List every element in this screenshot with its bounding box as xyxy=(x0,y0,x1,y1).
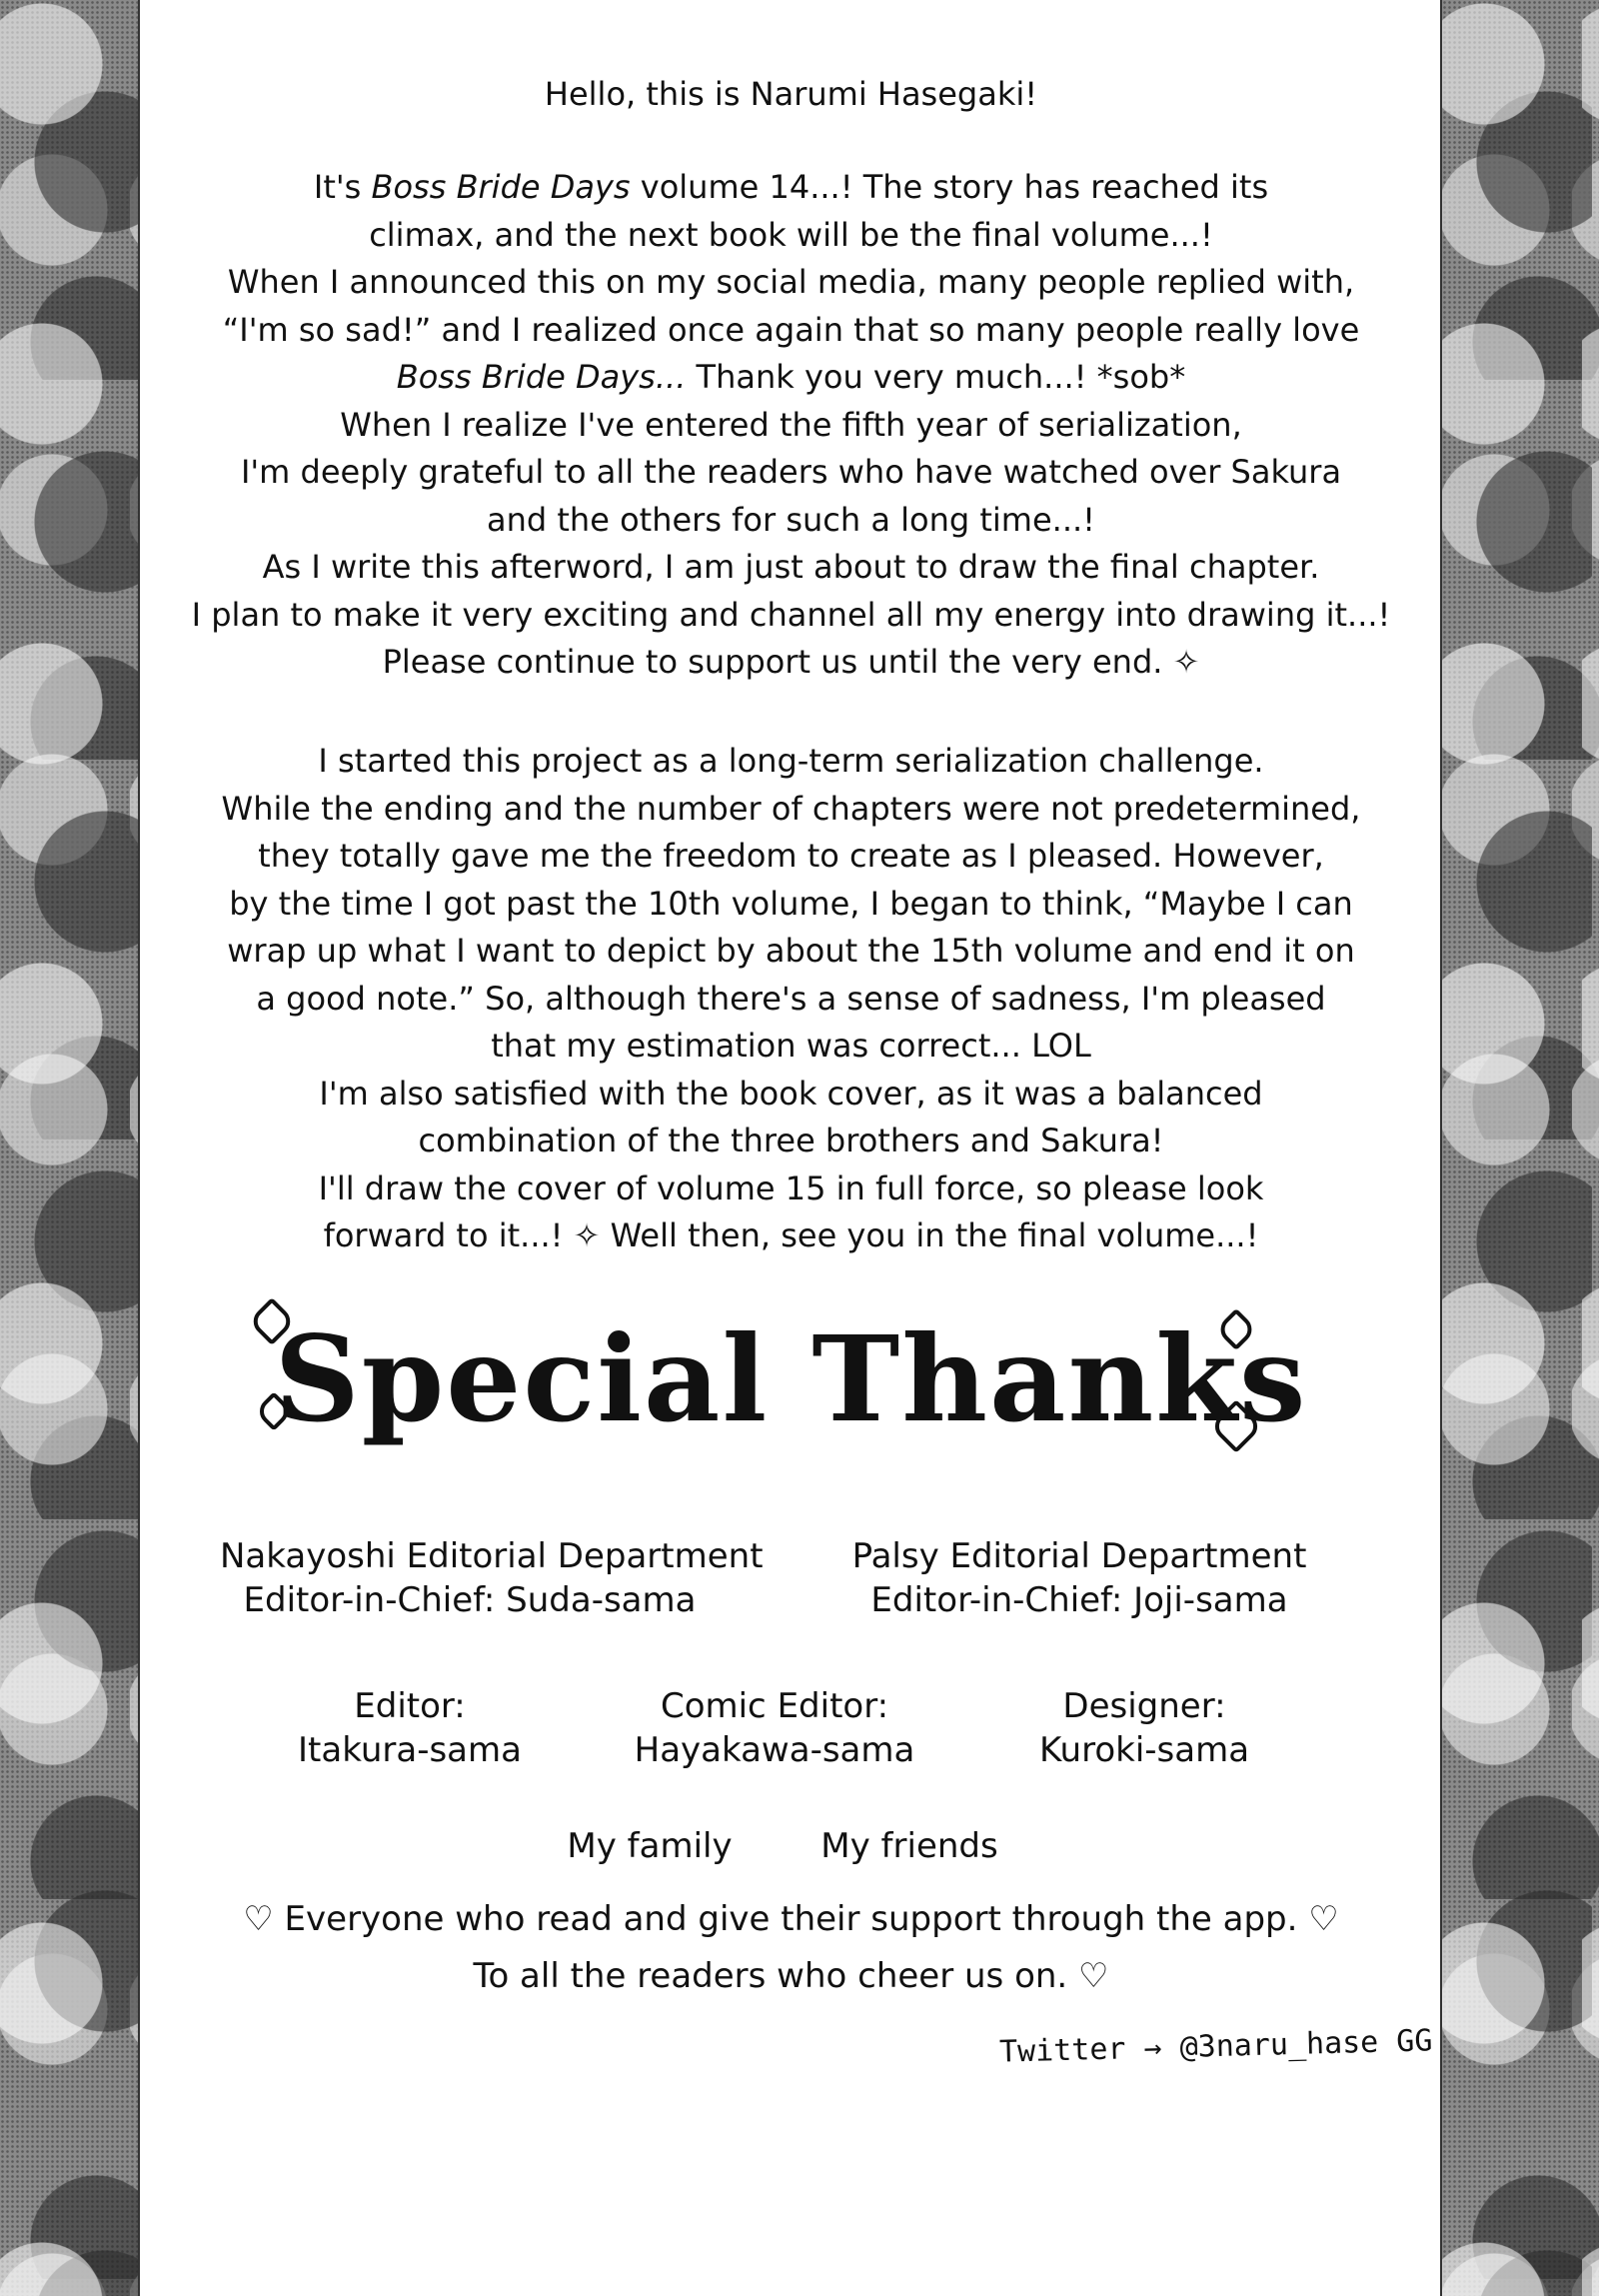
credit-designer xyxy=(999,1684,1289,1772)
credit-comic-editor xyxy=(610,1684,939,1772)
text-line: climax, and the next book will be the final volume...! xyxy=(369,215,1213,254)
credit-department: Palsy Editorial Department xyxy=(851,1536,1307,1576)
floral-border-right xyxy=(1440,0,1599,2296)
credit-friends: My friends xyxy=(820,1826,998,1866)
text-line: “I'm so sad!” and I realized once again that so many people really love xyxy=(222,310,1360,349)
text-line: that my estimation was correct... LOL xyxy=(491,1027,1091,1065)
credit-name: Itakura-sama xyxy=(298,1730,522,1770)
text-line: When I announced this on my social media, many people replied with, xyxy=(227,263,1355,301)
text-line: I plan to make it very exciting and channel all my energy into drawing it...! xyxy=(191,595,1391,634)
credit-role: Editor: xyxy=(354,1686,466,1726)
text-line: Boss Bride Days... Thank you very much...! *sob* xyxy=(396,358,1186,396)
text-line: and the others for such a long time...! xyxy=(487,500,1095,539)
afterword-paragraph-2 xyxy=(140,738,1442,1260)
twitter-handle: Twitter → @3naru_hase GG xyxy=(998,2023,1433,2070)
text-line: wrap up what I want to depict by about the 15th volume and end it on xyxy=(227,932,1355,970)
text-line: I'm also satisfied with the book cover, as it was a balanced xyxy=(319,1074,1263,1113)
credit-department: Nakayoshi Editorial Department xyxy=(220,1536,764,1576)
credit-cheer-readers: To all the readers who cheer us on. ♡ xyxy=(473,1956,1109,1996)
credit-chief: Editor-in-Chief: Suda-sama xyxy=(243,1580,697,1620)
floral-border-left xyxy=(0,0,140,2296)
text-line: I'll draw the cover of volume 15 in full force, so please look xyxy=(318,1168,1264,1207)
text-line: While the ending and the number of chapters were not predetermined, xyxy=(221,789,1361,828)
credit-family: My family xyxy=(567,1826,733,1866)
text-line: combination of the three brothers and Sakura! xyxy=(418,1122,1164,1159)
text-line: they totally gave me the freedom to create as I pleased. However, xyxy=(258,837,1324,875)
afterword-paragraph-1 xyxy=(140,164,1442,687)
credit-chief: Editor-in-Chief: Joji-sama xyxy=(870,1580,1288,1620)
greeting: Hello, this is Narumi Hasegaki! xyxy=(544,75,1038,113)
text-line: It's Boss Bride Days volume 14...! The story has reached its xyxy=(313,168,1269,206)
credit-name: Hayakawa-sama xyxy=(634,1730,915,1770)
text-line: by the time I got past the 10th volume, I began to think, “Maybe I can xyxy=(229,884,1353,923)
text-line: I started this project as a long-term serialization challenge. xyxy=(318,742,1264,780)
text-line: a good note.” So, although there's a sense of sadness, I'm pleased xyxy=(256,979,1326,1018)
credit-name: Kuroki-sama xyxy=(1038,1730,1250,1770)
text-line: forward to it...! ✧ Well then, see you in the final volume...! xyxy=(323,1216,1259,1254)
credit-palsy xyxy=(839,1534,1319,1622)
afterword-page xyxy=(140,0,1442,2296)
text-line: As I write this afterword, I am just about to draw the final chapter. xyxy=(262,548,1320,586)
credit-role: Designer: xyxy=(1062,1686,1226,1726)
credit-nakayoshi xyxy=(220,1534,764,1622)
special-thanks-heading: Special Thanks xyxy=(274,1309,1308,1448)
text-line: When I realize I've entered the fifth year of serialization, xyxy=(340,405,1242,444)
text-line: Please continue to support us until the very end. ✧ xyxy=(382,643,1200,681)
credit-app-readers: ♡ Everyone who read and give their support through the app. ♡ xyxy=(243,1899,1339,1939)
credit-editor xyxy=(260,1684,560,1772)
credit-role: Comic Editor: xyxy=(660,1686,889,1726)
text-line: I'm deeply grateful to all the readers who have watched over Sakura xyxy=(240,453,1342,491)
